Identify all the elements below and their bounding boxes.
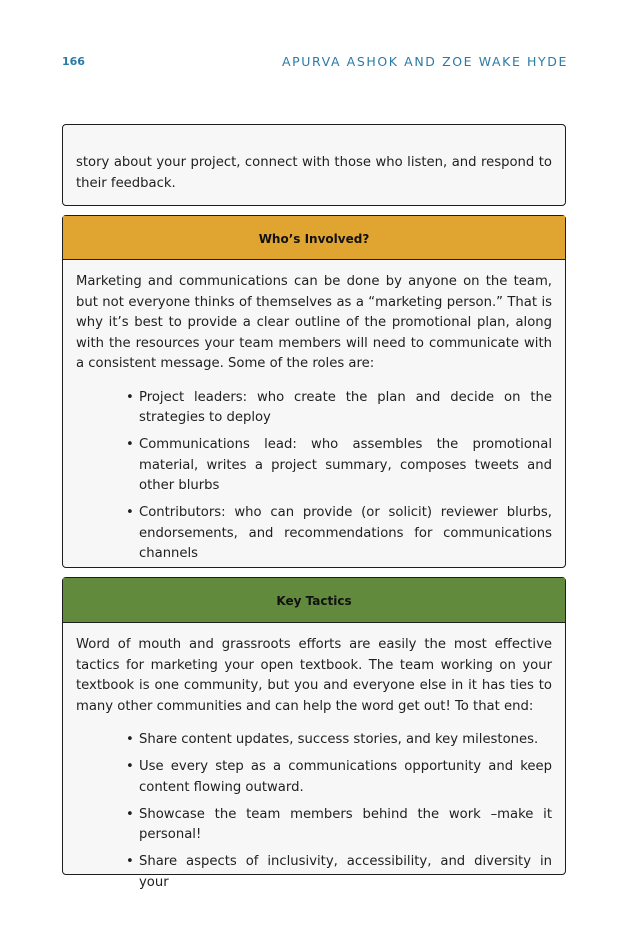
- bullet-icon: •: [126, 854, 134, 869]
- list-item: • Share content updates, success stories, and key milestones.: [126, 730, 552, 751]
- bullet-icon: •: [126, 389, 134, 405]
- bullet-icon: •: [126, 759, 134, 774]
- whos-involved-header: [63, 216, 565, 260]
- list-item: • Contributors: who can provide (or solicit) reviewer blurbs, endorsements, and recommendations for communications channels: [126, 505, 552, 561]
- bullet-icon: •: [126, 437, 134, 452]
- key-tactics-box: [62, 577, 566, 890]
- key-tactics-intro: Word of mouth and grassroots efforts are easily the most effective tactics for marketing your open textbook. The team working on your textbook is one community, but you and everyone else in it has ties to many other communities and can help the word get out! To that end:: [76, 637, 552, 714]
- page-number: 166: [62, 55, 85, 68]
- whos-involved-intro: Marketing and communications can be done by anyone on the team, but not everyone thinks of themselves as a “marketing person.” That is why it’s best to provide a clear outline of the promotional plan, along with the resources your team members will need to communicate with a consistent message. Some of the roles are:: [76, 274, 552, 371]
- list-item: • Showcase the team members behind the work –make it personal!: [126, 806, 552, 842]
- list-item: • Share aspects of inclusivity, accessibility, and diversity in your: [126, 854, 552, 890]
- continuation-text: story about your project, connect with those who listen, and respond to their feedback.: [76, 155, 552, 191]
- running-header: APURVA ASHOK AND ZOE WAKE HYDE: [281, 54, 568, 69]
- key-tactics-title: Key Tactics: [276, 594, 352, 608]
- continuation-box: [62, 124, 566, 206]
- bullet-icon: •: [126, 732, 134, 747]
- bullet-icon: •: [126, 505, 134, 520]
- list-item: • Use every step as a communications opportunity and keep content flowing outward.: [126, 759, 552, 795]
- whos-involved-box: [62, 215, 566, 568]
- bullet-icon: •: [126, 806, 134, 822]
- key-tactics-list: [76, 730, 552, 893]
- whos-involved-list: [76, 388, 552, 565]
- whos-involved-title: Who’s Involved?: [258, 232, 370, 246]
- key-tactics-header: [63, 578, 565, 623]
- list-item: • Communications lead: who assembles the promotional material, writes a project summary, composes tweets and other blurbs: [126, 437, 552, 493]
- list-item: • Project leaders: who create the plan and decide on the strategies to deploy: [126, 389, 552, 425]
